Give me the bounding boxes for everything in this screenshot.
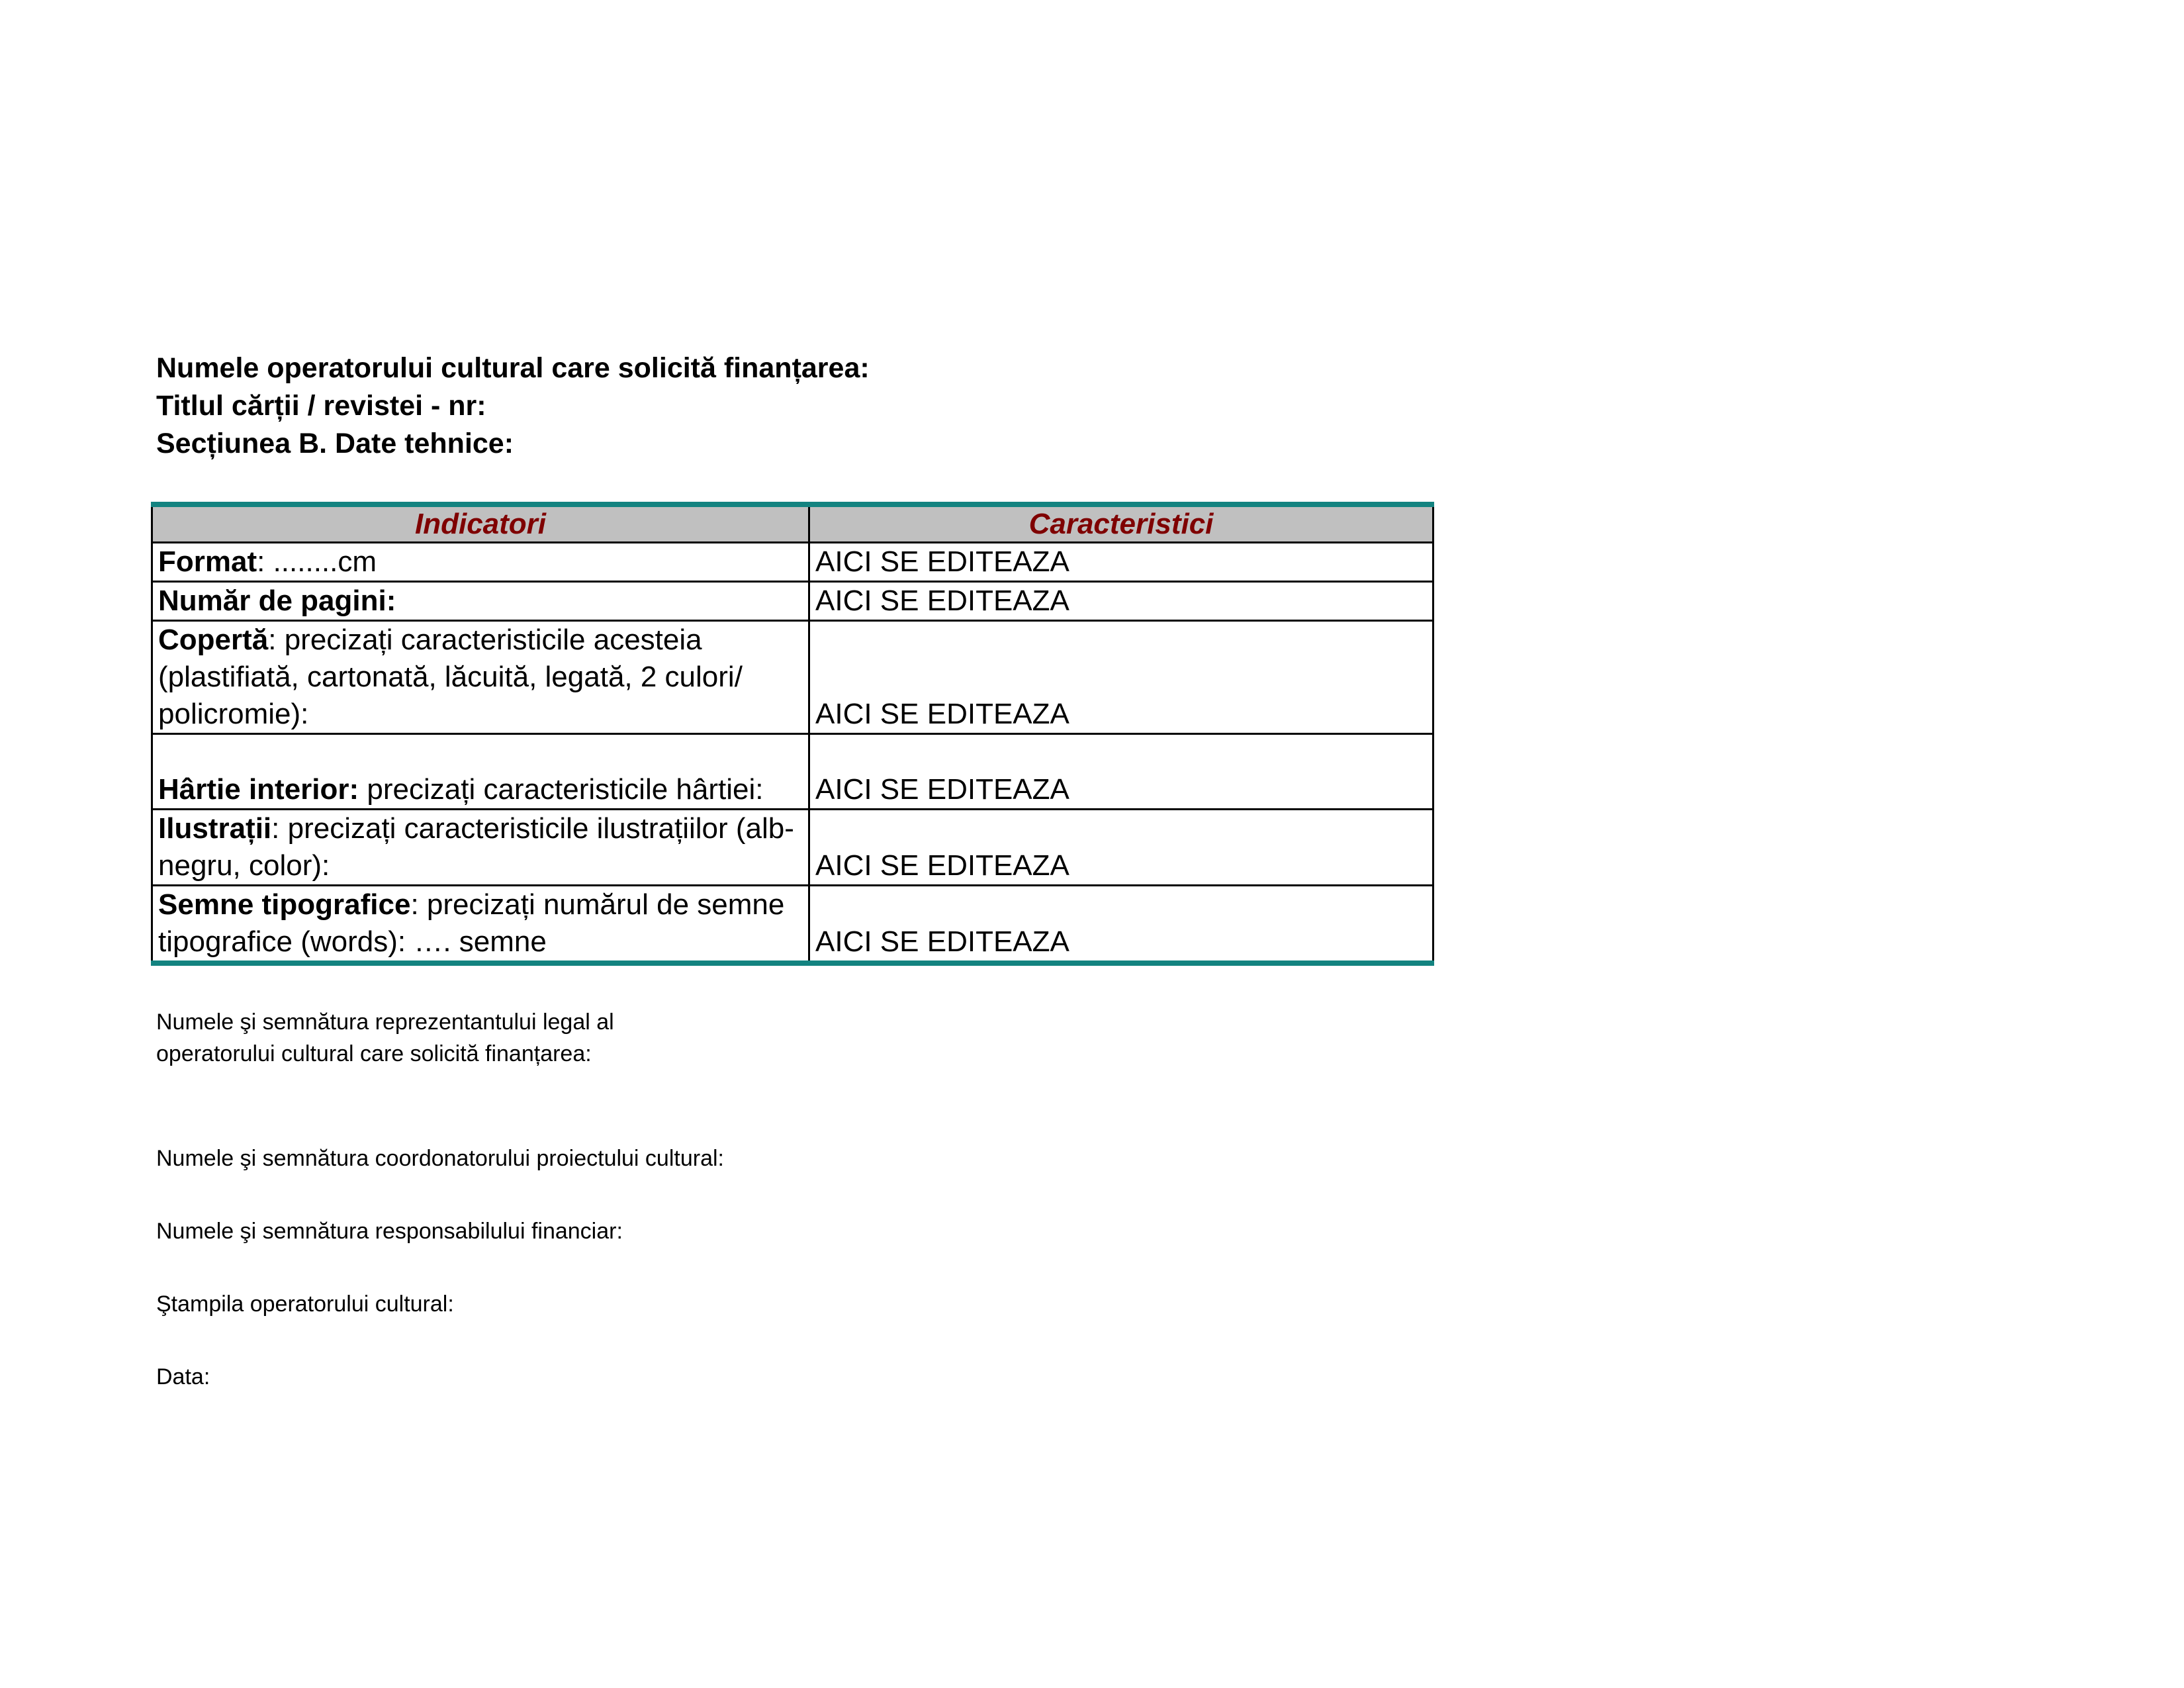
value-cell-format[interactable]: AICI SE EDITEAZA (809, 543, 1433, 582)
technical-data-table-wrapper (151, 502, 1432, 966)
table-row-characters (152, 886, 1433, 964)
technical-data-table (151, 502, 1434, 966)
book-title-label: Titlul cărții / revistei - nr: (156, 390, 486, 422)
form-header (156, 350, 870, 463)
table-header-row (152, 504, 1433, 543)
table-row-paper (152, 734, 1433, 810)
value-cell-characters[interactable]: AICI SE EDITEAZA (809, 886, 1433, 964)
column-header-indicators: Indicatori (152, 504, 809, 543)
stamp-label: Ştampila operatorului cultural: (156, 1291, 454, 1317)
value-cell-illustrations[interactable]: AICI SE EDITEAZA (809, 810, 1433, 886)
indicator-cell-paper (152, 734, 809, 810)
indicator-label-text: : precizați caracteristicile ilustrațiilor (alb-negru, color): (158, 812, 794, 882)
indicator-label-bold: Număr de pagini: (158, 585, 396, 617)
legal-representative-label-line1: Numele şi semnătura reprezentantului legal al (156, 1009, 614, 1035)
table-row-pages (152, 582, 1433, 621)
indicator-label-bold: Copertă (158, 624, 269, 656)
indicator-cell-illustrations (152, 810, 809, 886)
date-label: Data: (156, 1364, 210, 1389)
indicator-cell-format (152, 543, 809, 582)
section-title: Secțiunea B. Date tehnice: (156, 428, 514, 459)
legal-representative-label-line2: operatorului cultural care solicită finanțarea: (156, 1041, 592, 1066)
value-cell-cover[interactable]: AICI SE EDITEAZA (809, 621, 1433, 734)
column-header-characteristics: Caracteristici (809, 504, 1433, 543)
table-row-illustrations (152, 810, 1433, 886)
indicator-cell-characters (152, 886, 809, 964)
indicator-label-bold: Hârtie interior: (158, 773, 359, 806)
indicator-cell-pages (152, 582, 809, 621)
coordinator-signature-label: Numele şi semnătura coordonatorului proiectului cultural: (156, 1146, 724, 1171)
table-row-cover (152, 621, 1433, 734)
table-row-format (152, 543, 1433, 582)
indicator-label-bold: Semne tipografice (158, 888, 411, 921)
indicator-label-text: : precizați numărul de semne tipografice (words): …. semne (158, 888, 785, 958)
signature-block (156, 1006, 724, 1393)
indicator-label-text: : ........cm (257, 545, 377, 578)
indicator-label-text: : precizați caracteristicile acesteia (plastifiată, cartonată, lăcuită, legată, 2 culori/ policromie): (158, 624, 743, 730)
indicator-label-bold: Format (158, 545, 257, 578)
operator-name-label: Numele operatorului cultural care solicită finanțarea: (156, 352, 870, 384)
indicator-label-bold: Ilustrații (158, 812, 272, 845)
financial-signature-label: Numele şi semnătura responsabilului financiar: (156, 1219, 623, 1244)
indicator-label-text: precizați caracteristicile hârtiei: (359, 773, 764, 806)
value-cell-pages[interactable]: AICI SE EDITEAZA (809, 582, 1433, 621)
indicator-cell-cover (152, 621, 809, 734)
value-cell-paper[interactable]: AICI SE EDITEAZA (809, 734, 1433, 810)
